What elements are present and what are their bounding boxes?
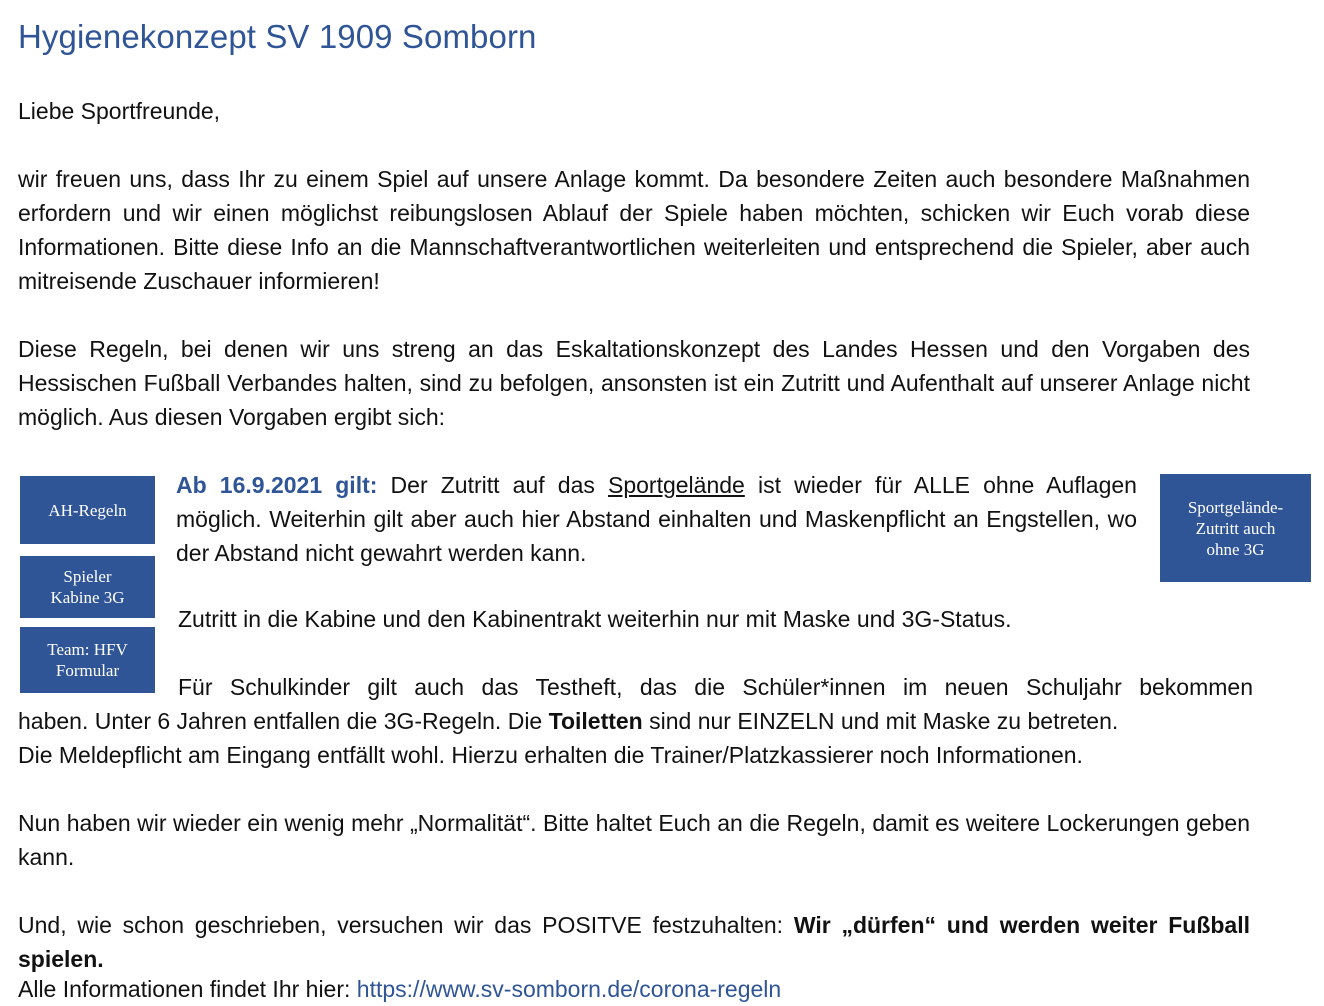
positive-paragraph: [18, 908, 1250, 976]
team-hfv-label-2: Formular: [55, 661, 120, 680]
ah-regeln-button[interactable]: [20, 476, 155, 544]
normalitaet-paragraph: Nun haben wir wieder ein wenig mehr „Normalität“. Bitte haltet Euch an die Regeln, damit es weitere Lockerungen geben kann.: [18, 810, 1250, 870]
effective-date-paragraph: [176, 468, 1137, 570]
effective-date-text-a: Der Zutritt auf das: [377, 472, 608, 498]
kabine-rule: Zutritt in die Kabine und den Kabinentrakt weiterhin nur mit Maske und 3G-Status.: [178, 606, 1012, 632]
sportgelaende-zutritt-button[interactable]: [1160, 474, 1311, 582]
sportgelaende-label-1: Sportgelände-: [1187, 497, 1284, 517]
spieler-kabine-label-2: Kabine 3G: [50, 588, 125, 607]
rules-paragraph: Diese Regeln, bei denen wir uns streng an das Eskaltationskonzept des Landes Hessen und den Vorgaben des Hessischen Fußball Verbandes halten, sind zu befolgen, ansonsten ist ein Zutritt und Aufenthalt auf unserer Anlage nicht möglich. Aus diesen Vorgaben ergibt sich:: [18, 336, 1250, 430]
info-link-prefix: Alle Informationen findet Ihr hier:: [18, 976, 357, 1002]
team-hfv-formular-button[interactable]: [20, 627, 155, 693]
sportgelaende-label-3: ohne 3G: [1206, 539, 1265, 559]
positive-bold: Wir „dürfen“ und werden weiter Fußball spielen.: [18, 912, 1251, 972]
sportgelaende-label-2: Zutritt auch: [1195, 518, 1276, 538]
schulkinder-line-2: [18, 704, 1118, 738]
schulkinder-line-2-a: haben. Unter 6 Jahren entfallen die 3G-Regeln. Die: [18, 708, 549, 734]
effective-date-lead: Ab 16.9.2021 gilt:: [176, 472, 378, 498]
effective-date-text-b: ist wieder für ALLE ohne Auflagen möglich. Weiterhin gilt aber auch hier Abstand einhalten und Maskenpflicht an Engstellen, wo der Abstand nicht gewahrt werden kann.: [176, 472, 1137, 566]
meldepflicht-line: Die Meldepflicht am Eingang entfällt wohl. Hierzu erhalten die Trainer/Platzkassierer noch Informationen.: [18, 742, 1083, 768]
positive-text: Und, wie schon geschrieben, versuchen wir das POSITVE festzuhalten:: [18, 912, 794, 938]
team-hfv-label-1: Team: HFV: [47, 640, 128, 659]
schulkinder-line-1: Für Schulkinder gilt auch das Testheft, das die Schüler*innen im neuen Schuljahr bekommen: [178, 674, 1253, 700]
sportgelaende-link[interactable]: Sportgelände: [608, 472, 745, 498]
toiletten-bold: Toiletten: [548, 708, 643, 734]
page-title: Hygienekonzept SV 1909 Somborn: [18, 18, 537, 55]
info-link[interactable]: https://www.sv-somborn.de/corona-regeln: [356, 976, 782, 1002]
greeting: Liebe Sportfreunde,: [18, 98, 221, 124]
intro-paragraph: wir freuen uns, dass Ihr zu einem Spiel auf unsere Anlage kommt. Da besondere Zeiten auch besondere Maßnahmen erfordern und wir einen möglichst reibungslosen Ablauf der Spiele haben möchten, schicken wir Euch vorab diese Informationen. Bitte diese Info an die Mannschaftverantwortlichen weiterleiten und entsprechend die Spieler, aber auch mitreisende Zuschauer informieren!: [18, 166, 1250, 294]
schulkinder-line-2-b: sind nur EINZELN und mit Maske zu betreten.: [642, 708, 1119, 734]
spieler-kabine-button[interactable]: [20, 556, 155, 618]
ah-regeln-label: AH-Regeln: [48, 500, 127, 520]
spieler-kabine-label-1: Spieler: [63, 567, 112, 586]
info-link-line: [18, 972, 781, 1006]
